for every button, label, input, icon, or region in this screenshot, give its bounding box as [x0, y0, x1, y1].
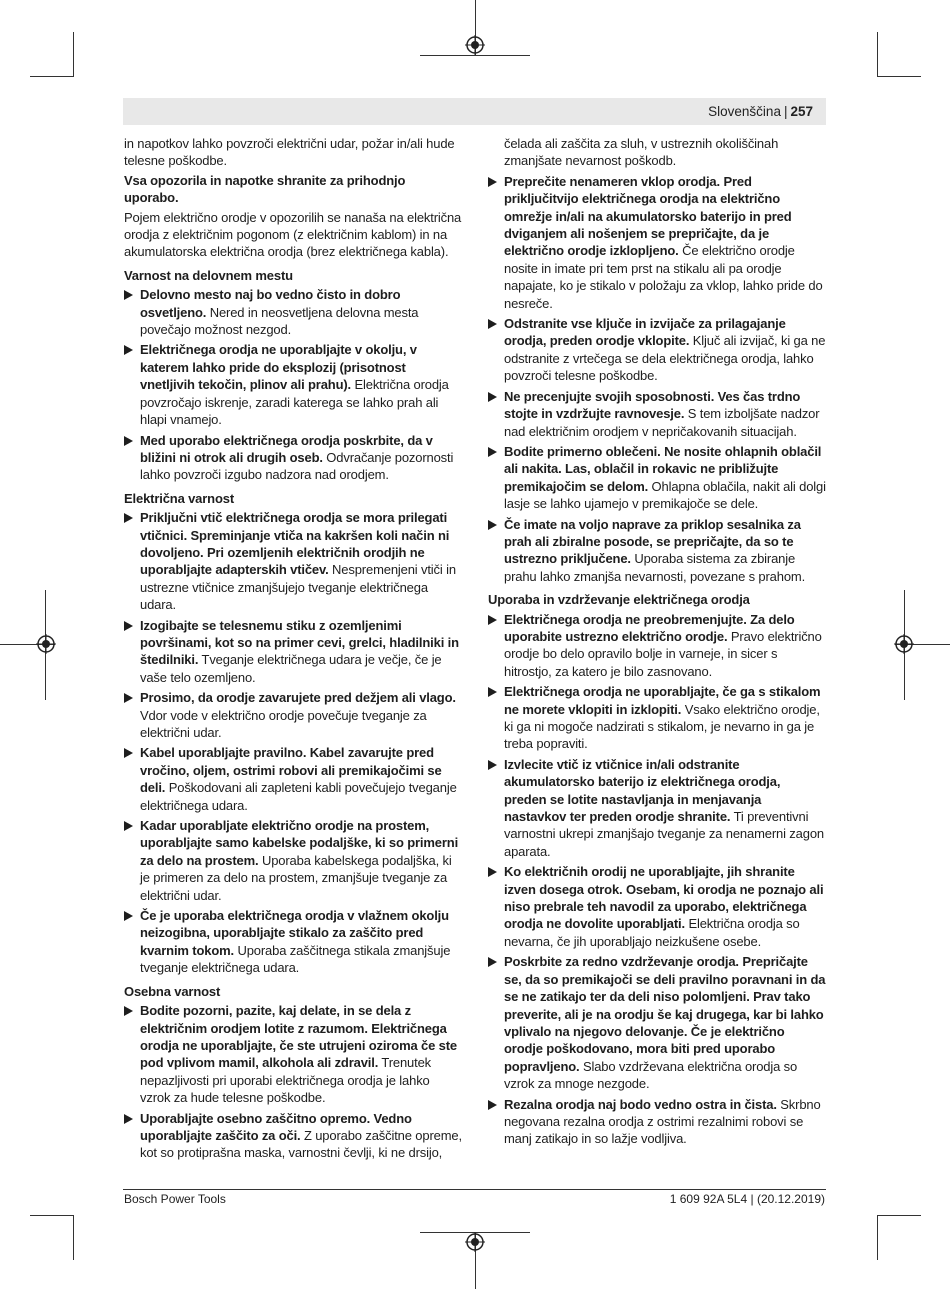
- list-item: [488, 863, 826, 950]
- item-bold: Uporabljajte osebno zaščitno opremo. Vedno uporabljajte zaščito za oči.: [140, 1110, 412, 1143]
- item-bold: Bodite primerno oblečeni. Ne nosite ohlapnih oblačil ali nakita. Las, oblačil in rokavic ne približujte premikajočim se delom.: [504, 443, 822, 494]
- bullet-arrow-icon: [488, 1100, 497, 1110]
- list-item: [488, 683, 826, 753]
- item-text: Nered in neosvetljena delovna mesta povečajo možnost nezgod.: [140, 304, 419, 338]
- registration-mark-icon: [36, 634, 56, 654]
- page-header: [708, 104, 813, 119]
- bullet-arrow-icon: [124, 513, 133, 523]
- bullet-arrow-icon: [124, 290, 133, 300]
- list-item: [488, 388, 826, 440]
- list-item: [488, 953, 826, 1092]
- item-text: Vsako električno orodje, ki ga ni mogoče nadzirati s stikalom, je nevarno in ga je treba popraviti.: [504, 701, 820, 752]
- crop-mark: [420, 55, 530, 56]
- bullet-arrow-icon: [488, 177, 497, 187]
- section-heading-electrical: Električna varnost: [124, 490, 235, 506]
- section-heading-personal: Osebna varnost: [124, 983, 221, 999]
- list-item: [124, 1110, 462, 1162]
- left-column: [124, 135, 462, 1165]
- item-text: Ključ ali izvijač, ki ga ne odstranite z vrtečega se dela električnega orodja, lahko povzroči telesne poškodbe.: [504, 333, 826, 384]
- bullet-arrow-icon: [124, 345, 133, 355]
- crop-mark: [73, 32, 74, 77]
- list-item: [124, 907, 462, 977]
- list-item: [488, 443, 826, 513]
- bullet-arrow-icon: [124, 1114, 133, 1124]
- item-bold: Bodite pozorni, pazite, kaj delate, in se dela z električnim orodjem lotite z razumom. Električnega orodja ne uporabljajte, če ste utrujeni oziroma če ste pod vplivom mamil, alkohola ali zdravil.: [140, 1003, 457, 1071]
- item-text: Električna orodja so nevarna, če jih uporabljajo neizkušene osebe.: [504, 916, 800, 949]
- bullet-arrow-icon: [488, 760, 497, 770]
- item-bold: Kabel uporabljajte pravilno. Kabel zavarujte pred vročino, oljem, ostrimi robovi ali premikajočimi se deli.: [140, 745, 442, 796]
- bullet-arrow-icon: [124, 693, 133, 703]
- item-text: Uporaba zaščitnega stikala zmanjšuje tveganje električnega udara.: [140, 942, 451, 976]
- item-bold: Poskrbite za redno vzdrževanje orodja. Prepričajte se, da so premikajoči se deli pravilno poravnani in da se ne zatikajo ter da deli niso polomljeni. Prav tako preverite, ali je na orodju še kaj drugega, kar bi lahko vplivalo na njegovo delovanje. Če je električno orodje poškodovano, mora biti pred uporabo popravljeno.: [504, 954, 826, 1074]
- bullet-arrow-icon: [488, 319, 497, 329]
- bullet-arrow-icon: [488, 520, 497, 530]
- item-bold: Če imate na voljo naprave za priklop sesalnika za prah ali zbiralne posode, se prepričajte, da so te ustrezno priključene.: [504, 516, 801, 567]
- item-text: Trenutek nepazljivosti pri uporabi električnega orodja je lahko vzrok za hude telesne poškodbe.: [140, 1055, 432, 1106]
- list-item: [124, 509, 462, 613]
- list-item: [124, 432, 462, 484]
- list-item: [488, 756, 826, 860]
- list-item: [124, 341, 462, 428]
- list-item: [124, 286, 462, 338]
- list-item: [124, 617, 462, 687]
- item-bold: Izogibajte se telesnemu stiku z ozemljenimi površinami, kot so na primer cevi, grelci, hladilniki in štedilniki.: [140, 617, 459, 668]
- item-bold: Električnega orodja ne uporabljajte, če ga s stikalom ne morete vklopiti in izklopiti.: [504, 684, 821, 717]
- intro-continuation: in napotkov lahko povzroči električni udar, požar in/ali hude telesne poškodbe.: [124, 136, 455, 169]
- bullet-arrow-icon: [488, 392, 497, 402]
- keep-notice: Vsa opozorila in napotke shranite za prihodnjo uporabo.: [124, 172, 406, 206]
- item-text: Z uporabo zaščitne opreme, kot so protiprašna maska, varnostni čevlji, ki ne drsijo,: [140, 1127, 462, 1161]
- item-bold: Ko električnih orodij ne uporabljajte, jih shranite izven dosega otrok. Osebam, ki orodja ne poznajo ali niso prebrale teh navodil za uporabo, električnega orodja ne dovolite uporabljati.: [504, 864, 824, 932]
- registration-mark-icon: [465, 35, 485, 55]
- item-text: Uporaba sistema za zbiranje prahu lahko zmanjša nevarnosti, povezane s prahom.: [504, 551, 806, 584]
- item-text: Uporaba kabelskega podaljška, ki je primeren za delo na prostem, zmanjšuje tveganje za električni udar.: [140, 852, 452, 903]
- item-text: Če električno orodje nosite in imate pri tem prst na stikalu ali pa orodje napajate, ko je stikalo v položaju za vklop, lahko pride do nesreče.: [504, 243, 823, 311]
- item-text: Skrbno negovana rezalna orodja z ostrimi rezalnimi robovi se manj zatikajo in so lažje vodljiva.: [504, 1096, 821, 1147]
- item-bold: Kadar uporabljate električno orodje na prostem, uporabljajte samo kabelske podaljške, ki so primerni za delo na prostem.: [140, 818, 459, 868]
- page-number: 257: [790, 104, 813, 119]
- footer-doc-id: 1 609 92A 5L4 | (20.12.2019): [669, 1192, 825, 1206]
- section-heading-work-area: Varnost na delovnem mestu: [124, 267, 293, 283]
- item-bold: Izvlecite vtič iz vtičnice in/ali odstranite akumulatorsko baterijo iz električnega orodja, preden se lotite nastavljanja in menjavanja nastavkov ter preden orodje shranite.: [504, 756, 781, 825]
- crop-mark: [30, 76, 74, 77]
- definition-paragraph: Pojem električno orodje v opozorilih se nanaša na električna orodja z električnim pogonom (z električnim kablom) in na akumulatorska električna orodja (brez električnega kabla).: [124, 209, 462, 260]
- item-bold: Preprečite nenameren vklop orodja. Pred priključitvijo električnega orodja na električno omrežje in/ali na akumulatorsko baterijo in pred dviganjem ali nošenjem se prepričajte, da je električno orodje izklopljeno.: [504, 173, 792, 259]
- item-text: Odvračanje pozornosti lahko povzroči izgubo nadzora nad orodjem.: [140, 449, 454, 483]
- item-continuation: čelada ali zaščita za sluh, v ustreznih okoliščinah zmanjšate nevarnost poškodb.: [504, 136, 779, 169]
- item-text: Pravo električno orodje bo delo opravilo bolje in varneje, in sicer s hitrostjo, za katero je bilo zasnovano.: [504, 628, 822, 679]
- bullet-arrow-icon: [488, 615, 497, 625]
- right-column: [488, 135, 826, 1151]
- item-bold: Rezalna orodja naj bodo vedno ostra in čista.: [504, 1096, 777, 1112]
- bullet-arrow-icon: [124, 748, 133, 758]
- list-item: [124, 817, 462, 904]
- list-item: [488, 1096, 826, 1148]
- item-text: Tveganje električnega udara je večje, če je vaše telo ozemljeno.: [140, 652, 442, 685]
- item-text: S tem izboljšate nadzor nad električnim orodjem v nepričakovanih situacijah.: [504, 406, 820, 439]
- crop-mark: [30, 1215, 74, 1216]
- item-bold: Ne precenjujte svojih sposobnosti. Ves čas trdno stojte in vzdržujte ravnovesje.: [504, 388, 801, 422]
- item-text: Ohlapna oblačila, nakit ali dolgi lasje se lahko ujamejo v premikajoče se dele.: [504, 478, 826, 512]
- item-text: Slabo vzdrževana električna orodja so vzrok za mnoge nezgode.: [504, 1058, 798, 1092]
- crop-mark: [877, 32, 878, 77]
- item-bold: Električnega orodja ne preobremenjujte. Za delo uporabite ustrezno električno orodje.: [504, 611, 795, 644]
- item-bold: Odstranite vse ključe in izvijače za prilagajanje orodja, preden orodje vklopite.: [504, 316, 786, 349]
- item-bold: Če je uporaba električnega orodja v vlažnem okolju neizogibna, uporabljajte stikalo za zaščito pred kvarnim tokom.: [140, 908, 449, 958]
- footer-brand: Bosch Power Tools: [124, 1192, 226, 1206]
- bullet-arrow-icon: [124, 436, 133, 446]
- list-item: [488, 611, 826, 681]
- item-bold: Prosimo, da orodje zavarujete pred dežjem ali vlago.: [140, 690, 456, 706]
- item-text: Vdor vode v električno orodje povečuje tveganje za električni udar.: [140, 707, 427, 740]
- list-item: [488, 516, 826, 586]
- crop-mark: [877, 1215, 921, 1216]
- item-text: Ti preventivni varnostni ukrepi zmanjšajo tveganje za nenamerni zagon aparata.: [504, 809, 824, 859]
- list-item: [488, 173, 826, 312]
- item-text: Nespremenjeni vtiči in ustrezne vtičnice zmanjšujejo tveganje električnega udara.: [140, 562, 456, 613]
- list-item: [124, 744, 462, 814]
- bullet-arrow-icon: [124, 821, 133, 831]
- crop-mark: [73, 1215, 74, 1260]
- bullet-arrow-icon: [124, 621, 133, 631]
- bullet-arrow-icon: [488, 687, 497, 697]
- crop-mark: [877, 1215, 878, 1260]
- list-item: [124, 1002, 462, 1106]
- item-text: Poškodovani ali zapleteni kabli povečujejo tveganje električnega udara.: [140, 780, 457, 813]
- item-bold: Delovno mesto naj bo vedno čisto in dobro osvetljeno.: [140, 287, 401, 320]
- list-item: [124, 689, 462, 741]
- header-language: Slovenščina: [708, 104, 781, 119]
- section-heading-use-care: Uporaba in vzdrževanje električnega orodja: [488, 592, 750, 608]
- bullet-arrow-icon: [124, 1006, 133, 1016]
- header-separator: |: [783, 104, 788, 119]
- registration-mark-icon: [894, 634, 914, 654]
- bullet-arrow-icon: [488, 867, 497, 877]
- bullet-arrow-icon: [124, 911, 133, 921]
- list-item: [488, 315, 826, 385]
- registration-mark-icon: [465, 1232, 485, 1252]
- item-bold: Električnega orodja ne uporabljajte v okolju, v katerem lahko pride do eksplozij (prisotnost vnetljivih tekočin, plinov ali prahu).: [140, 342, 417, 393]
- item-bold: Priključni vtič električnega orodja se mora prilegati vtičnici. Spreminjanje vtiča na kakršen koli način ni dovoljeno. Pri ozemljenih električnih orodjih ne uporabljajte adapterskih vtičev.: [140, 510, 450, 578]
- item-bold: Med uporabo električnega orodja poskrbite, da v bližini ni otrok ali drugih oseb.: [140, 432, 433, 465]
- bullet-arrow-icon: [488, 957, 497, 967]
- item-text: Električna orodja povzročajo iskrenje, zaradi katerega se lahko prah ali hlapi vnamejo.: [140, 377, 449, 428]
- bullet-arrow-icon: [488, 447, 497, 457]
- crop-mark: [877, 76, 921, 77]
- footer-divider: [123, 1189, 826, 1190]
